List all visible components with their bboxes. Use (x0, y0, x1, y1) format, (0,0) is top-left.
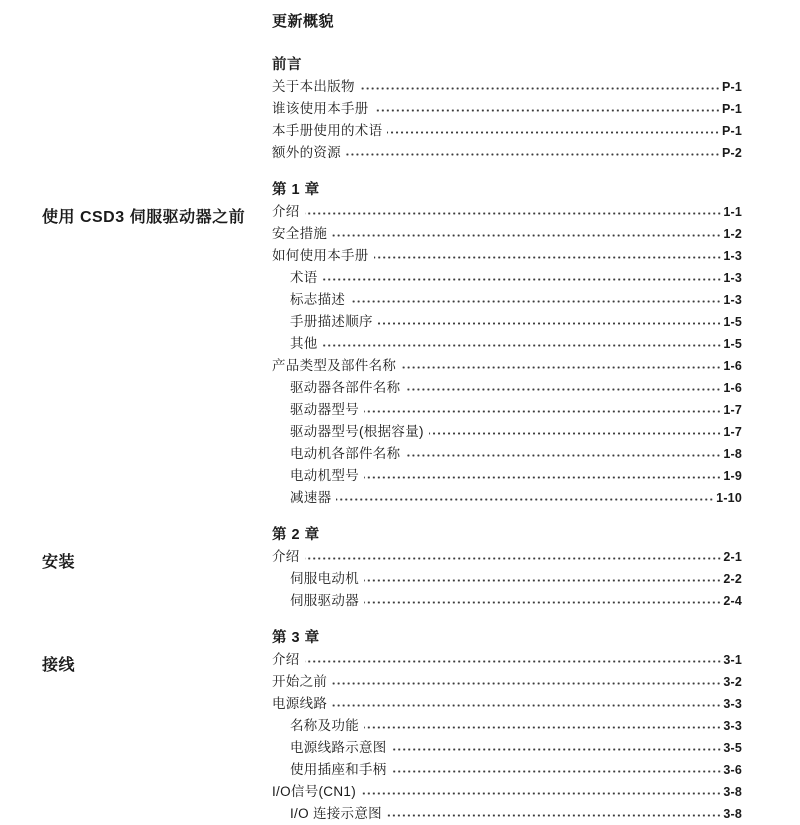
toc-entry-label: 开始之前 (272, 674, 328, 689)
section-side-label: 接线 (42, 657, 76, 674)
toc-row[interactable] (272, 355, 742, 377)
toc-row[interactable] (272, 649, 742, 671)
toc-row[interactable] (272, 399, 742, 421)
toc-row[interactable] (272, 465, 742, 487)
toc-entry-label: 如何使用本手册 (272, 248, 369, 263)
toc-entry-label: 手册描述顺序 (290, 314, 373, 329)
toc-row[interactable] (272, 737, 742, 759)
toc-row[interactable] (272, 759, 742, 781)
dot-leader (332, 682, 721, 685)
page-number: 1-3 (723, 271, 742, 285)
toc-entry-label: 安全措施 (272, 226, 328, 241)
toc-row[interactable] (272, 142, 742, 164)
toc-entry-label: 本手册使用的术语 (272, 123, 383, 138)
toc-row[interactable] (272, 98, 742, 120)
toc-entry-label: 额外的资源 (272, 145, 341, 160)
page-number: P-2 (721, 146, 742, 160)
dot-leader (346, 153, 720, 156)
toc-row[interactable] (272, 76, 742, 98)
section-side-column (0, 524, 272, 612)
toc-entry-label: 电源线路示意图 (290, 740, 387, 755)
page-number: 1-9 (723, 469, 742, 483)
toc-row[interactable] (272, 201, 742, 223)
section-side-label: 使用 CSD3 伺服驱动器之前 (42, 209, 246, 226)
toc-entry-label: 谁该使用本手册 (272, 101, 369, 116)
dot-leader (323, 278, 722, 281)
page-number: 1-5 (723, 337, 742, 351)
toc-row[interactable] (272, 245, 742, 267)
page-number: P-1 (721, 124, 742, 138)
toc-row[interactable] (272, 546, 742, 568)
dot-leader (361, 792, 721, 795)
section-heading: 第 2 章 (272, 527, 320, 543)
toc-entry-label: 介绍 (272, 549, 300, 564)
page-number: 1-10 (716, 491, 742, 505)
dot-leader (332, 704, 721, 707)
page-number: 1-8 (723, 447, 742, 461)
toc-entry-label: 电动机各部件名称 (290, 446, 401, 461)
toc-list (272, 649, 742, 825)
toc-list (272, 201, 742, 509)
page-number: 3-8 (723, 807, 742, 821)
toc-entry-label: 其他 (290, 336, 318, 351)
dot-leader (401, 366, 721, 369)
toc-entry-label: I/O 连接示意图 (290, 806, 382, 821)
page-title: 更新概貌 (272, 13, 335, 30)
dot-leader (374, 256, 722, 259)
toc-row[interactable] (272, 715, 742, 737)
dot-leader (378, 322, 722, 325)
dot-leader (405, 454, 721, 457)
toc-entry-label: 伺服驱动器 (290, 593, 359, 608)
toc-row[interactable] (272, 487, 742, 509)
toc-entry-label: 电源线路 (272, 696, 328, 711)
toc-row[interactable] (272, 421, 742, 443)
toc-entry-label: 名称及功能 (290, 718, 359, 733)
toc-list (272, 546, 742, 612)
section-side-column (0, 54, 272, 164)
toc-entry-label: 标志描述 (290, 292, 346, 307)
dot-leader (323, 344, 722, 347)
page-number: 3-3 (723, 697, 742, 711)
toc-entry-label: 驱动器型号(根据容量) (290, 424, 424, 439)
page-number: P-1 (721, 102, 742, 116)
dot-leader (305, 660, 722, 663)
toc-entry-label: 伺服电动机 (290, 571, 359, 586)
toc-entry-label: 产品类型及部件名称 (272, 358, 397, 373)
toc-entry-label: 使用插座和手柄 (290, 762, 387, 777)
toc-entry-label: 驱动器型号 (290, 402, 359, 417)
dot-leader (336, 498, 714, 501)
page-number: 2-2 (723, 572, 742, 586)
dot-leader (305, 212, 722, 215)
page-number: 1-6 (723, 381, 742, 395)
toc-entry-label: 电动机型号 (290, 468, 359, 483)
dot-leader (364, 410, 721, 413)
section-side-column (0, 179, 272, 509)
page-number: 1-7 (723, 425, 742, 439)
dot-leader (392, 748, 722, 751)
dot-leader (387, 814, 721, 817)
dot-leader (364, 601, 721, 604)
page-number: P-1 (721, 80, 742, 94)
section-heading: 第 3 章 (272, 630, 320, 646)
section-chapter-2 (0, 524, 800, 612)
toc-entry-label: 介绍 (272, 652, 300, 667)
section-side-label: 安装 (42, 554, 76, 571)
dot-leader (305, 557, 722, 560)
toc-row[interactable] (272, 333, 742, 355)
dot-leader (429, 432, 722, 435)
toc-row[interactable] (272, 803, 742, 825)
dot-leader (364, 726, 721, 729)
section-chapter-1 (0, 179, 800, 509)
toc-entry-label: 驱动器各部件名称 (290, 380, 401, 395)
page-number: 1-3 (723, 293, 742, 307)
page-number: 1-2 (723, 227, 742, 241)
section-content (272, 524, 800, 612)
page-number: 1-3 (723, 249, 742, 263)
dot-leader (387, 131, 720, 134)
toc-row[interactable] (272, 671, 742, 693)
dot-leader (405, 388, 721, 391)
page-number: 1-1 (723, 205, 742, 219)
toc-entry-label: 关于本出版物 (272, 79, 355, 94)
toc-entry-label: 术语 (290, 270, 318, 285)
section-preface (0, 54, 800, 164)
section-content (272, 627, 800, 825)
page-number: 1-6 (723, 359, 742, 373)
toc-row[interactable] (272, 267, 742, 289)
page-number: 3-3 (723, 719, 742, 733)
toc-row[interactable] (272, 693, 742, 715)
dot-leader (360, 87, 720, 90)
toc-row[interactable] (272, 568, 742, 590)
toc-row[interactable] (272, 443, 742, 465)
page-number: 3-8 (723, 785, 742, 799)
page-number: 3-1 (723, 653, 742, 667)
page-number: 1-5 (723, 315, 742, 329)
dot-leader (350, 300, 721, 303)
page-number: 2-1 (723, 550, 742, 564)
section-content (272, 179, 800, 509)
page-number: 1-7 (723, 403, 742, 417)
dot-leader (374, 109, 720, 112)
toc-list (272, 76, 742, 164)
section-heading: 第 1 章 (272, 182, 320, 198)
toc-row[interactable] (272, 289, 742, 311)
dot-leader (392, 770, 722, 773)
toc-entry-label: 介绍 (272, 204, 300, 219)
page-number: 2-4 (723, 594, 742, 608)
section-side-column (0, 627, 272, 825)
toc-entry-label: 减速器 (290, 490, 332, 505)
toc-row[interactable] (272, 590, 742, 612)
dot-leader (364, 579, 721, 582)
toc-row[interactable] (272, 120, 742, 142)
toc-row[interactable] (272, 223, 742, 245)
section-content (272, 54, 800, 164)
toc-entry-label: I/O信号(CN1) (272, 784, 356, 799)
page-number: 3-6 (723, 763, 742, 777)
toc-row[interactable] (272, 311, 742, 333)
dot-leader (332, 234, 721, 237)
page-number: 3-5 (723, 741, 742, 755)
page-number: 3-2 (723, 675, 742, 689)
section-heading: 前言 (272, 57, 302, 73)
section-chapter-3 (0, 627, 800, 825)
dot-leader (364, 476, 721, 479)
toc-row[interactable] (272, 377, 742, 399)
